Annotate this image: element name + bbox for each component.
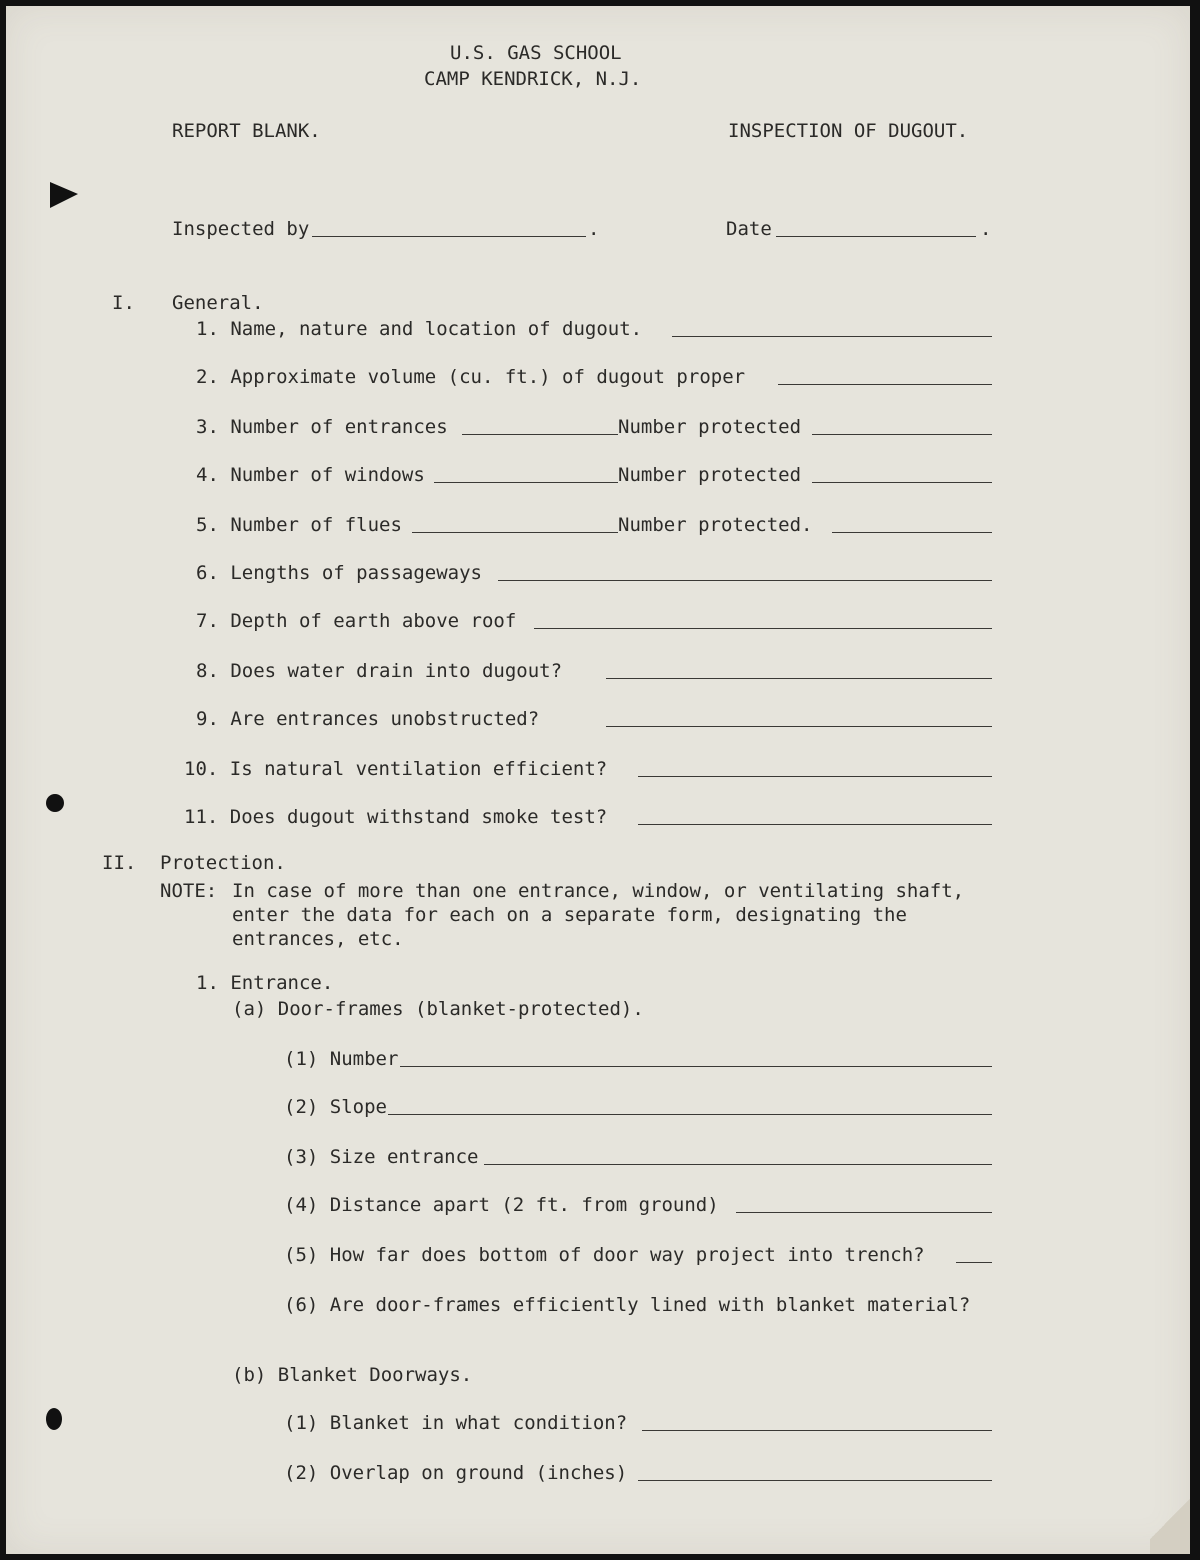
section-numeral-2: II.	[102, 852, 137, 874]
note-line-1: In case of more than one entrance, window, or ventilating shaft,	[232, 880, 965, 902]
entrances-protected-label: Number protected	[618, 416, 802, 438]
general-item-10: 10. Is natural ventilation efficient?	[184, 758, 608, 780]
section-title-protection: Protection.	[160, 852, 286, 874]
door-frames-item-4: (4) Distance apart (2 ft. from ground)	[284, 1194, 719, 1216]
school-location: CAMP KENDRICK, N.J.	[424, 68, 642, 90]
note-label: NOTE:	[160, 880, 218, 902]
punch-hole	[46, 794, 64, 812]
entrance-heading: 1. Entrance.	[196, 972, 334, 994]
blanket-item-1: (1) Blanket in what condition?	[284, 1412, 628, 1434]
report-blank-label: REPORT BLANK.	[172, 120, 321, 142]
earth-depth-field[interactable]	[534, 628, 992, 629]
door-frames-item-5: (5) How far does bottom of door way project into trench?	[284, 1244, 925, 1266]
general-item-1-field[interactable]	[672, 336, 992, 337]
general-item-9: 9. Are entrances unobstructed?	[196, 708, 540, 730]
windows-protected-field[interactable]	[812, 482, 992, 483]
door-frames-number-field[interactable]	[400, 1066, 992, 1067]
windows-count-field[interactable]	[434, 482, 618, 483]
binder-tear-mark	[50, 182, 78, 208]
report-form-page	[6, 6, 1190, 1554]
note-line-2: enter the data for each on a separate form, designating the	[232, 904, 907, 926]
date-period: .	[980, 218, 992, 240]
blanket-doorways-heading: (b) Blanket Doorways.	[232, 1364, 473, 1386]
blanket-overlap-field[interactable]	[638, 1480, 992, 1481]
door-frames-slope-field[interactable]	[388, 1114, 992, 1115]
general-item-5: 5. Number of flues	[196, 514, 402, 536]
distance-apart-field[interactable]	[736, 1212, 992, 1213]
general-item-11: 11. Does dugout withstand smoke test?	[184, 806, 608, 828]
passageways-field[interactable]	[498, 580, 992, 581]
water-drain-field[interactable]	[606, 678, 992, 679]
general-item-4: 4. Number of windows	[196, 464, 425, 486]
section-numeral-1: I.	[112, 292, 135, 314]
note-line-3: entrances, etc.	[232, 928, 404, 950]
smoke-test-field[interactable]	[638, 824, 992, 825]
ventilation-field[interactable]	[638, 776, 992, 777]
section-title-general: General.	[172, 292, 264, 314]
flues-count-field[interactable]	[412, 532, 618, 533]
entrance-size-field[interactable]	[484, 1164, 992, 1165]
date-label: Date	[726, 218, 772, 240]
blanket-condition-field[interactable]	[642, 1430, 992, 1431]
doorway-projection-field[interactable]	[956, 1262, 992, 1263]
general-item-2-field[interactable]	[778, 384, 992, 385]
blanket-item-2: (2) Overlap on ground (inches)	[284, 1462, 628, 1484]
door-frames-heading: (a) Door-frames (blanket-protected).	[232, 998, 644, 1020]
school-title: U.S. GAS SCHOOL	[450, 42, 622, 64]
general-item-8: 8. Does water drain into dugout?	[196, 660, 563, 682]
form-title: INSPECTION OF DUGOUT.	[728, 120, 969, 142]
door-frames-item-3: (3) Size entrance	[284, 1146, 479, 1168]
general-item-2: 2. Approximate volume (cu. ft.) of dugout proper	[196, 366, 746, 388]
punch-hole	[46, 1408, 62, 1430]
door-frames-item-6: (6) Are door-frames efficiently lined with blanket material?	[284, 1294, 971, 1316]
flues-protected-field[interactable]	[832, 532, 992, 533]
general-item-7: 7. Depth of earth above roof	[196, 610, 517, 632]
flues-protected-label: Number protected.	[618, 514, 813, 536]
entrances-unobstructed-field[interactable]	[606, 726, 992, 727]
entrances-protected-field[interactable]	[812, 434, 992, 435]
general-item-3: 3. Number of entrances	[196, 416, 448, 438]
general-item-6: 6. Lengths of passageways	[196, 562, 482, 584]
door-frames-item-2: (2) Slope	[284, 1096, 387, 1118]
inspected-by-period: .	[588, 218, 600, 240]
door-frames-item-1: (1) Number	[284, 1048, 399, 1070]
general-item-1: 1. Name, nature and location of dugout.	[196, 318, 643, 340]
entrances-count-field[interactable]	[462, 434, 618, 435]
date-field[interactable]	[776, 236, 976, 237]
page-corner-curl	[1150, 1484, 1190, 1554]
windows-protected-label: Number protected	[618, 464, 802, 486]
inspected-by-label: Inspected by	[172, 218, 310, 240]
inspected-by-field[interactable]	[312, 236, 586, 237]
